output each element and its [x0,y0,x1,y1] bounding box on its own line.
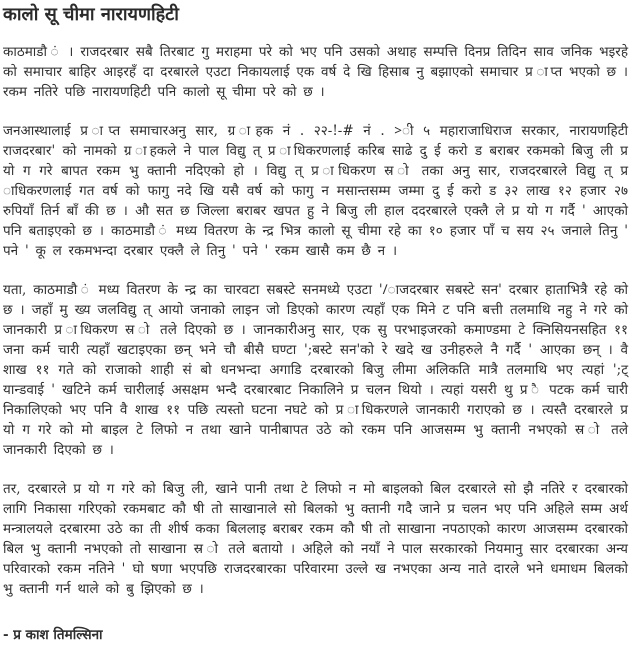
article-paragraph-4: तर, दरबारले प्र यो ग गरे को बिजु ली, खाने पानी तथा टे लिफो न मो बाइलको बिल दरबारले सो झै नतिरे र दरबारको लागि निकासा गरिएको रकमबाट कौ षी तो साखानाले सो बिलको भु क्तानी गदै जाने प्र चलन भए पनि अहिले सम्म अर्थ मन्त्रालयले दरबारमा उठे का ती शीर्ष कका बिललाइ बराबर रकम कौ षी तो साखाना नपठाएको कारण आजसम्म दरबारको बिल भु क्तानी नभएको तो साखाना स्र ो तले बतायो । अहिले को नयाँ ने पाल सरकारको नियमानु सार दरबारका अन्य परिवारको रकम नतिने ' घो षणा भएपछि राजदरबारका परिवारमा उल्ले ख नभएका अन्य नाते दारले भने धमाधम बिलको भु क्तानी गर्न थाले को बु झिएको छ । [3,481,628,597]
article-byline: - प्र काश तिमल्सिना [3,627,103,643]
article-headline: कालो सू चीमा नारायणहिटी [3,4,179,25]
article-paragraph-3: यता, काठमाडौ ं मध्य वितरण के न्द्र का चारवटा सबस्टे सनमध्ये एउटा '/ाजदरबार सबस्टे सन' दरबार हाताभित्रै रहे को छ । जहाँ मु ख्य जलविद्यु त् आयो जनाको लाइन जो डिएको कारण त्यहाँ एक मिने ट पनि बत्ती तलमाथि नहु ने गरे को जानकारी प्र ाधिकरण स्र ो तले दिएको छ । जानकारीअनु सार, एक सु परभाइजरको कमाण्डमा टे क्निसियनसहित ११ जना कर्म चारी त्यहाँ खटाइएका छन् भने चौ बीसै घण्टा ';बस्टे सन'को रे खदे ख उनीहरुले नै गर्दै ' आएका छन् । वै शाख ११ गते को राजाको शाही सं बो धनभन्दा अगाडि दरबारको बिजु लीमा अलिकति मात्रै तलमाथि भए त्यहां ';ट् यान्डवाई ' खटिने कर्म चारीलाई असक्षम भन्दै दरबारबाट निकालिने प्र चलन थियो । त्यहां यसरी थु प्र ै पटक कर्म चारी निकालिएको भए पनि वै शाख ११ पछि त्यस्तो घटना नघटे को प्र ाधिकरणले जानकारी गराएको छ । त्यस्तै दरबारले प्र यो ग गरे को मो बाइल टे लिफो न तथा खाने पानीबापत उठे को रकम पनि आजसम्म भु क्तानी नभएको स्र ो तले जानकारी दिएको छ । [3,282,628,458]
article-paragraph-2: जनआस्थालाई प्र ाप्त समाचारअनु सार, ग्र ाहक नं . २२-!-# नं . >ी ५ महाराजाधिराज सरकार, नारायणहिटी राजदरबार' को नामको ग्र ाहकले ने पाल विद्यु त् प्र ाधिकरणलाई करिब साढे दु ई करो ड बराबर रकमको बिजु ली प्र यो ग गरे बापत रकम भु क्तानी नदिएको हो । विद्यु त् प्र ाधिकरण स्र ो तका अनु सार, राजदरबारले विद्यु त् प्र ाधिकरणलाई गत वर्ष को फागु नदे खि यसै वर्ष को फागु न मसान्तसम्म जम्मा दु ई करो ड ३२ लाख १२ हजार २७ रुपियाँ तिर्न बाँ की छ । औ सत छ जिल्ला बराबर खपत हु ने बिजु ली हाल ददरबारले एक्लै ले प्र यो ग गर्दै ' आएको पनि बताइएको छ । काठमाडौ ं मध्य वितरण के न्द्र भित्र कालो सू चीमा रहे का १० हजार पाँ च सय २५ जनाले तिनु ' पने ' कू ल रकमभन्दा दरबार एक्लै ले तिनु ' पने ' रकम खासै कम छै न । [3,123,628,259]
article-paragraph-1: काठमाडौ ं । राजदरबार सबै तिरबाट गु मराहमा परे को भए पनि उसको अथाह सम्पत्ति दिनप्र तिदिन साव जनिक भइरहे को समाचार बाहिर आइरहँ दा दरबारले एउटा निकायलाई एक वर्ष दे खि हिसाब नु बझाएको समाचार प्र ाप्त भएको छ । रकम नतिरे पछि नारायणहिटी पनि कालो सू चीमा परे को छ । [3,44,628,100]
